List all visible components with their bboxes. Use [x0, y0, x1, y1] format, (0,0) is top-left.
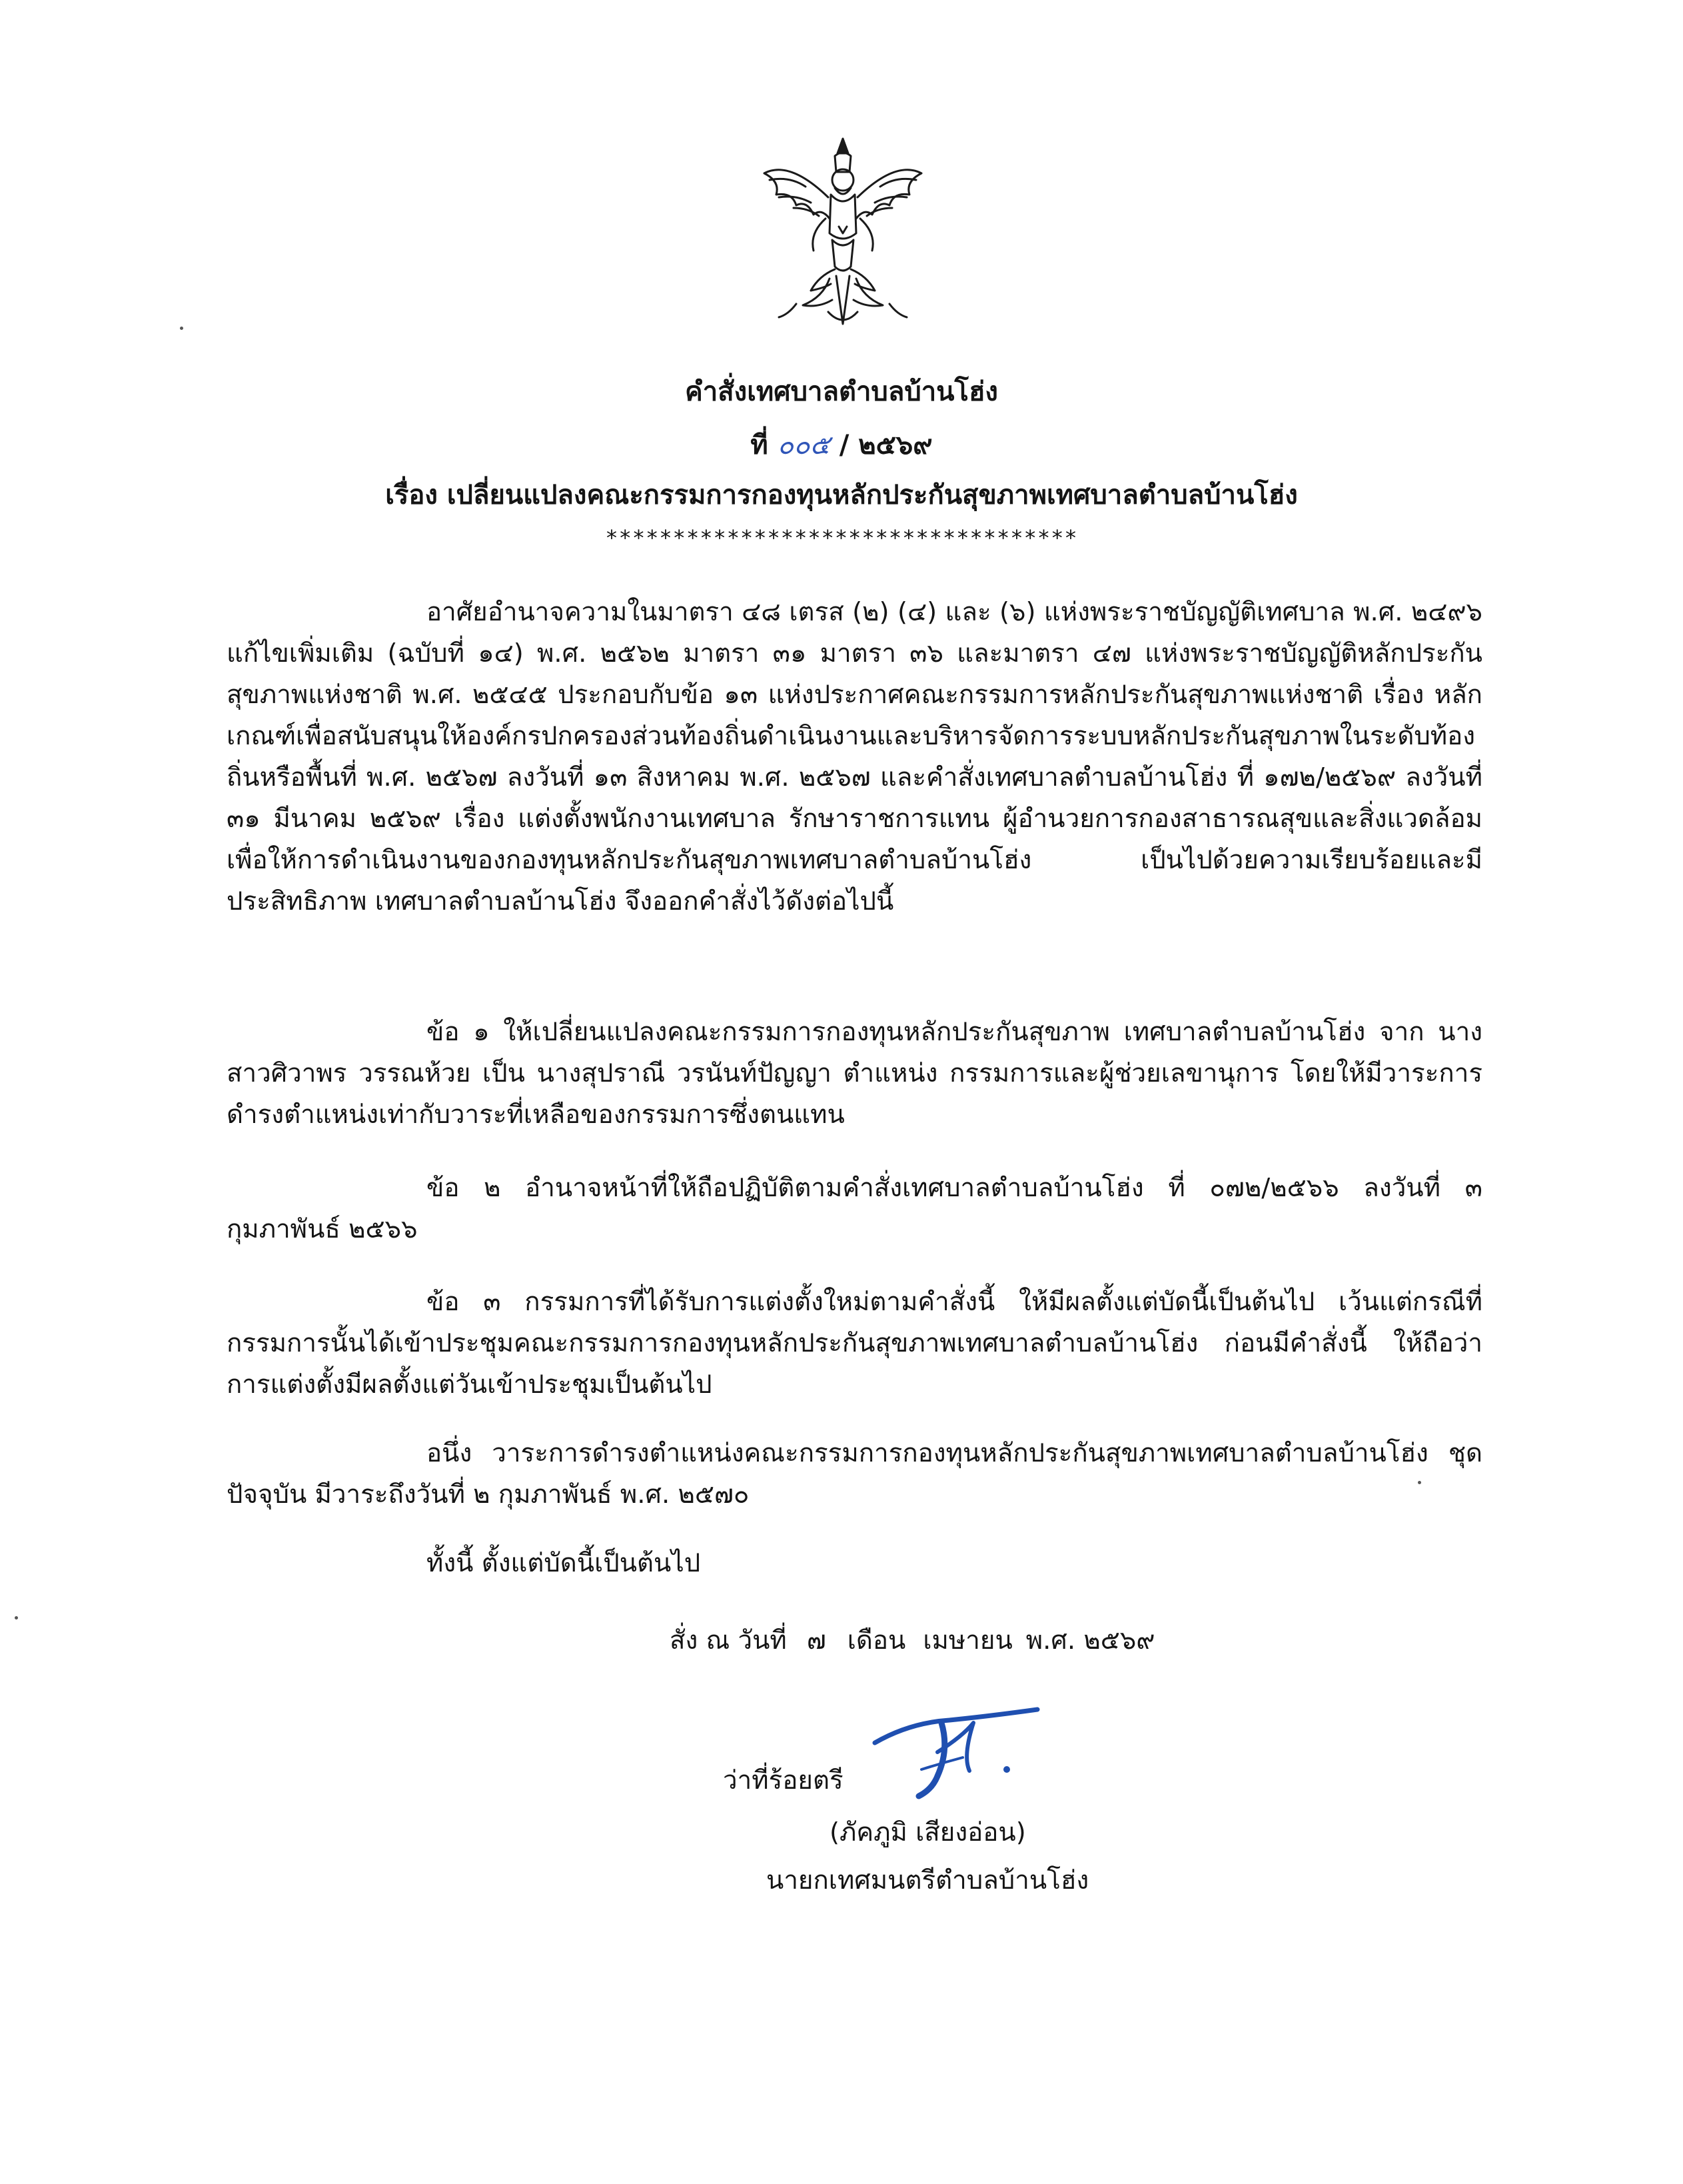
handwritten-signature [863, 1696, 1063, 1803]
date-month-label: เดือน [847, 1626, 906, 1655]
order-date [670, 1620, 1155, 1660]
document-subject: เรื่อง เปลี่ยนแปลงคณะกรรมการกองทุนหลักประกันสุขภาพเทศบาลตำบลบ้านโฮ่ง [385, 480, 1298, 511]
paragraph-clause-1: ข้อ ๑ ให้เปลี่ยนแปลงคณะกรรมการกองทุนหลักประกันสุขภาพ เทศบาลตำบลบ้านโฮ่ง จาก นางสาวศิวาพร วรรณห้วย เป็น นางสุปราณี วรนันท์ปัญญา ตำแหน่ง กรรมการและผู้ช่วยเลขานุการ โดยให้มีวาระการดำรงตำแหน่งเท่ากับวาระที่เหลือของกรรมการซึ่งตนแทน [227, 1017, 1482, 1130]
number-prefix: ที่ [750, 430, 768, 461]
paragraph-effective: ทั้งนี้ ตั้งแต่บัดนี้เป็นต้นไป [426, 1548, 701, 1578]
scan-speck [15, 1616, 18, 1620]
paragraph-clause-2: ข้อ ๒ อำนาจหน้าที่ให้ถือปฏิบัติตามคำสั่งเทศบาลตำบลบ้านโฮ่ง ที่ ๐๗๒/๒๕๖๖ ลงวันที่ ๓ กุมภาพันธ์ ๒๕๖๖ [227, 1173, 1482, 1244]
signer-rank: ว่าที่ร้อยตรี [723, 1765, 843, 1795]
signer-name: (ภัคภูมิ เสียงอ่อน) [830, 1817, 1026, 1847]
scan-speck [1418, 1481, 1421, 1484]
document-title: คำสั่งเทศบาลตำบลบ้านโฮ่ง [685, 377, 998, 407]
paragraph-clause-3: ข้อ ๓ กรรมการที่ได้รับการแต่งตั้งใหม่ตามคำสั่งนี้ ให้มีผลตั้งแต่บัดนี้เป็นต้นไป เว้นแต่กรณีที่กรรมการนั้นได้เข้าประชุมคณะกรรมการกองทุนหลักประกันสุขภาพเทศบาลตำบลบ้านโฮ่ง ก่อนมีคำสั่งนี้ ให้ถือว่าการแต่งตั้งมีผลตั้งแต่วันเข้าประชุมเป็นต้นไป [227, 1287, 1482, 1400]
date-month: เมษายน [923, 1626, 1013, 1655]
date-day: ๗ [806, 1626, 826, 1655]
order-number [0, 423, 1683, 466]
handwritten-number: ๐๐๕ [777, 430, 830, 461]
scan-speck [180, 327, 183, 330]
date-year: พ.ศ. ๒๕๖๙ [1025, 1626, 1155, 1655]
date-prefix: สั่ง ณ วันที่ [670, 1626, 787, 1655]
separator-line: *********************************** [605, 525, 1078, 550]
number-year: / ๒๕๖๙ [839, 430, 933, 461]
signer-position: นายกเทศมนตรีตำบลบ้านโฮ่ง [766, 1865, 1089, 1895]
paragraph-authority: อาศัยอำนาจความในมาตรา ๔๘ เตรส (๒) (๔) และ (๖) แห่งพระราชบัญญัติเทศบาล พ.ศ. ๒๔๙๖ แก้ไขเพิ่มเติม (ฉบับที่ ๑๔) พ.ศ. ๒๕๖๒ มาตรา ๓๑ มาตรา ๓๖ และมาตรา ๔๗ แห่งพระราชบัญญัติหลักประกันสุขภาพแห่งชาติ พ.ศ. ๒๕๔๕ ประกอบกับข้อ ๑๓ แห่งประกาศคณะกรรมการหลักประกันสุขภาพแห่งชาติ เรื่อง หลักเกณฑ์เพื่อสนับสนุนให้องค์กรปกครองส่วนท้องถิ่นดำเนินงานและบริหารจัดการระบบหลักประกันสุขภาพในระดับท้องถิ่นหรือพื้นที่ พ.ศ. ๒๕๖๗ ลงวันที่ ๑๓ สิงหาคม พ.ศ. ๒๕๖๗ และคำสั่งเทศบาลตำบลบ้านโฮ่ง ที่ ๑๗๒/๒๕๖๙ ลงวันที่ ๓๑ มีนาคม ๒๕๖๙ เรื่อง แต่งตั้งพนักงานเทศบาล รักษาราชการแทน ผู้อำนวยการกองสาธารณสุขและสิ่งแวดล้อม เพื่อให้การดำเนินงานของกองทุนหลักประกันสุขภาพเทศบาลตำบลบ้านโฮ่ง เป็นไปด้วยความเรียบร้อยและมีประสิทธิภาพ เทศบาลตำบลบ้านโฮ่ง จึงออกคำสั่งไว้ดังต่อไปนี้ [227, 597, 1482, 916]
garuda-emblem-icon [750, 133, 936, 333]
paragraph-term-note: อนึ่ง วาระการดำรงตำแหน่งคณะกรรมการกองทุนหลักประกันสุขภาพเทศบาลตำบลบ้านโฮ่ง ชุดปัจจุบัน มีวาระถึงวันที่ ๒ กุมภาพันธ์ พ.ศ. ๒๕๗๐ [227, 1438, 1482, 1510]
